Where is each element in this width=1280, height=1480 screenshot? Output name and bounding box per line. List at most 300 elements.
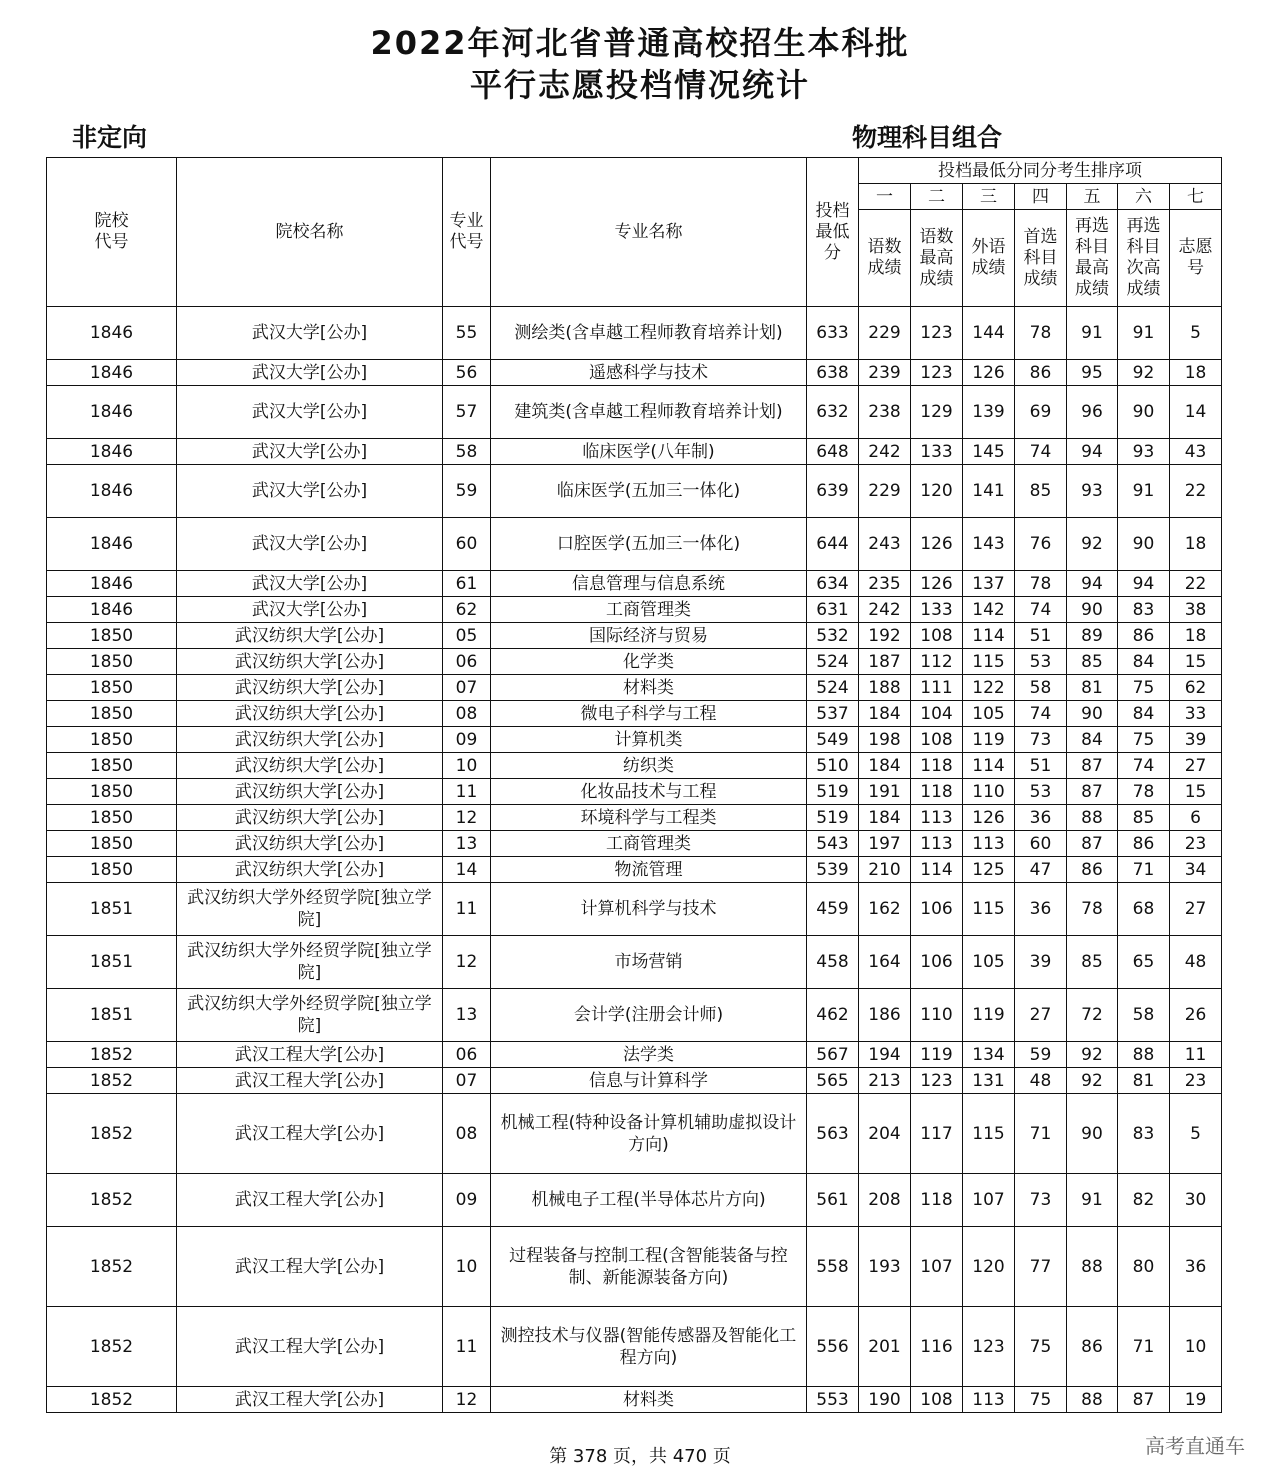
rank4-cell: 74: [1015, 597, 1067, 623]
rank4-cell: 58: [1015, 675, 1067, 701]
school-name-cell: 武汉工程大学[公办]: [177, 1068, 443, 1094]
school-name-cell: 武汉纺织大学[公办]: [177, 623, 443, 649]
major-name-cell: 法学类: [491, 1042, 807, 1068]
min-score-cell: 638: [807, 360, 859, 386]
table-row: [47, 727, 1222, 753]
school-name-cell: 武汉纺织大学[公办]: [177, 831, 443, 857]
rank1-cell: 197: [859, 831, 911, 857]
rank4-cell: 27: [1015, 989, 1067, 1042]
major-name-cell: 临床医学(五加三一体化): [491, 465, 807, 518]
school-name-cell: 武汉大学[公办]: [177, 439, 443, 465]
header-rank-label: 再选科目最高成绩: [1067, 210, 1118, 307]
table-row: [47, 701, 1222, 727]
table-row: [47, 753, 1222, 779]
major-name-cell: 遥感科学与技术: [491, 360, 807, 386]
rank6-cell: 58: [1118, 989, 1170, 1042]
major-name-cell: 市场营销: [491, 936, 807, 989]
rank5-cell: 90: [1067, 1094, 1118, 1174]
rank4-cell: 74: [1015, 701, 1067, 727]
rank2-cell: 133: [911, 439, 963, 465]
rank3-cell: 113: [963, 1387, 1015, 1413]
subject-combo-label: 物理科目组合: [852, 123, 1003, 152]
major-code-cell: 12: [443, 805, 491, 831]
rank3-cell: 122: [963, 675, 1015, 701]
rank3-cell: 144: [963, 307, 1015, 360]
rank3-cell: 114: [963, 623, 1015, 649]
school-name-cell: 武汉大学[公办]: [177, 360, 443, 386]
rank4-cell: 73: [1015, 1174, 1067, 1227]
rank7-cell: 10: [1170, 1307, 1222, 1387]
rank7-cell: 33: [1170, 701, 1222, 727]
rank7-cell: 22: [1170, 571, 1222, 597]
header-rank-number: 四: [1015, 184, 1067, 210]
major-name-cell: 材料类: [491, 675, 807, 701]
rank5-cell: 86: [1067, 1307, 1118, 1387]
major-code-cell: 14: [443, 857, 491, 883]
rank6-cell: 85: [1118, 805, 1170, 831]
table-row: [47, 571, 1222, 597]
major-code-cell: 12: [443, 1387, 491, 1413]
rank6-cell: 74: [1118, 753, 1170, 779]
major-name-cell: 微电子科学与工程: [491, 701, 807, 727]
school-name-cell: 武汉工程大学[公办]: [177, 1174, 443, 1227]
rank7-cell: 43: [1170, 439, 1222, 465]
table-row: [47, 857, 1222, 883]
rank5-cell: 92: [1067, 1042, 1118, 1068]
rank3-cell: 115: [963, 1094, 1015, 1174]
major-code-cell: 09: [443, 727, 491, 753]
rank4-cell: 71: [1015, 1094, 1067, 1174]
min-score-cell: 563: [807, 1094, 859, 1174]
rank4-cell: 86: [1015, 360, 1067, 386]
rank6-cell: 82: [1118, 1174, 1170, 1227]
rank7-cell: 15: [1170, 779, 1222, 805]
rank1-cell: 242: [859, 439, 911, 465]
min-score-cell: 549: [807, 727, 859, 753]
rank1-cell: 242: [859, 597, 911, 623]
rank7-cell: 5: [1170, 307, 1222, 360]
min-score-cell: 567: [807, 1042, 859, 1068]
school-name-cell: 武汉纺织大学[公办]: [177, 779, 443, 805]
rank4-cell: 76: [1015, 518, 1067, 571]
table-row: [47, 597, 1222, 623]
school-code-cell: 1850: [47, 649, 177, 675]
major-name-cell: 建筑类(含卓越工程师教育培养计划): [491, 386, 807, 439]
rank1-cell: 204: [859, 1094, 911, 1174]
school-name-cell: 武汉纺织大学[公办]: [177, 649, 443, 675]
page-footer: 第 378 页，共 470 页: [549, 1446, 731, 1467]
school-code-cell: 1852: [47, 1227, 177, 1307]
school-name-cell: 武汉纺织大学[公办]: [177, 857, 443, 883]
min-score-cell: 524: [807, 649, 859, 675]
header-rank-label: 首选科目成绩: [1015, 210, 1067, 307]
major-name-cell: 信息管理与信息系统: [491, 571, 807, 597]
rank1-cell: 190: [859, 1387, 911, 1413]
min-score-cell: 539: [807, 857, 859, 883]
rank5-cell: 94: [1067, 571, 1118, 597]
major-name-cell: 机械工程(特种设备计算机辅助虚拟设计方向): [491, 1094, 807, 1174]
rank4-cell: 69: [1015, 386, 1067, 439]
rank5-cell: 88: [1067, 805, 1118, 831]
min-score-cell: 634: [807, 571, 859, 597]
rank2-cell: 118: [911, 1174, 963, 1227]
major-code-cell: 09: [443, 1174, 491, 1227]
rank6-cell: 90: [1118, 386, 1170, 439]
rank2-cell: 119: [911, 1042, 963, 1068]
rank5-cell: 78: [1067, 883, 1118, 936]
rank4-cell: 77: [1015, 1227, 1067, 1307]
header-rank-label: 志愿号: [1170, 210, 1222, 307]
rank2-cell: 110: [911, 989, 963, 1042]
rank3-cell: 141: [963, 465, 1015, 518]
admission-table: [46, 157, 1222, 1413]
rank6-cell: 75: [1118, 727, 1170, 753]
min-score-cell: 644: [807, 518, 859, 571]
rank4-cell: 75: [1015, 1387, 1067, 1413]
rank1-cell: 210: [859, 857, 911, 883]
rank4-cell: 36: [1015, 805, 1067, 831]
major-code-cell: 08: [443, 701, 491, 727]
rank6-cell: 94: [1118, 571, 1170, 597]
min-score-cell: 633: [807, 307, 859, 360]
school-name-cell: 武汉大学[公办]: [177, 518, 443, 571]
major-code-cell: 07: [443, 675, 491, 701]
rank6-cell: 92: [1118, 360, 1170, 386]
school-code-cell: 1850: [47, 753, 177, 779]
rank2-cell: 118: [911, 779, 963, 805]
watermark: 高考直通车: [1145, 1434, 1245, 1458]
rank2-cell: 123: [911, 307, 963, 360]
rank3-cell: 105: [963, 701, 1015, 727]
major-code-cell: 10: [443, 1227, 491, 1307]
rank3-cell: 123: [963, 1307, 1015, 1387]
min-score-cell: 543: [807, 831, 859, 857]
rank1-cell: 164: [859, 936, 911, 989]
rank6-cell: 90: [1118, 518, 1170, 571]
rank7-cell: 18: [1170, 623, 1222, 649]
table-row: [47, 779, 1222, 805]
rank3-cell: 126: [963, 360, 1015, 386]
school-code-cell: 1852: [47, 1174, 177, 1227]
rank4-cell: 75: [1015, 1307, 1067, 1387]
rank6-cell: 80: [1118, 1227, 1170, 1307]
rank5-cell: 85: [1067, 649, 1118, 675]
rank6-cell: 91: [1118, 307, 1170, 360]
rank2-cell: 112: [911, 649, 963, 675]
rank3-cell: 125: [963, 857, 1015, 883]
rank5-cell: 96: [1067, 386, 1118, 439]
table-row: [47, 1042, 1222, 1068]
rank3-cell: 115: [963, 649, 1015, 675]
min-score-cell: 553: [807, 1387, 859, 1413]
rank2-cell: 107: [911, 1227, 963, 1307]
school-code-cell: 1851: [47, 883, 177, 936]
rank1-cell: 213: [859, 1068, 911, 1094]
rank4-cell: 59: [1015, 1042, 1067, 1068]
school-code-cell: 1846: [47, 360, 177, 386]
rank1-cell: 235: [859, 571, 911, 597]
rank2-cell: 108: [911, 623, 963, 649]
document-title-line1: 2022年河北省普通高校招生本科批: [370, 24, 910, 62]
rank3-cell: 105: [963, 936, 1015, 989]
rank1-cell: 184: [859, 753, 911, 779]
rank4-cell: 47: [1015, 857, 1067, 883]
school-name-cell: 武汉纺织大学外经贸学院[独立学院]: [177, 989, 443, 1042]
rank7-cell: 62: [1170, 675, 1222, 701]
rank3-cell: 137: [963, 571, 1015, 597]
rank7-cell: 14: [1170, 386, 1222, 439]
rank5-cell: 87: [1067, 753, 1118, 779]
rank1-cell: 187: [859, 649, 911, 675]
school-code-cell: 1852: [47, 1042, 177, 1068]
rank3-cell: 120: [963, 1227, 1015, 1307]
rank7-cell: 23: [1170, 1068, 1222, 1094]
rank2-cell: 104: [911, 701, 963, 727]
school-name-cell: 武汉纺织大学[公办]: [177, 753, 443, 779]
rank1-cell: 191: [859, 779, 911, 805]
school-name-cell: 武汉纺织大学[公办]: [177, 727, 443, 753]
rank5-cell: 87: [1067, 831, 1118, 857]
table-row: [47, 936, 1222, 989]
rank7-cell: 18: [1170, 360, 1222, 386]
min-score-cell: 532: [807, 623, 859, 649]
rank5-cell: 88: [1067, 1387, 1118, 1413]
rank3-cell: 131: [963, 1068, 1015, 1094]
rank4-cell: 74: [1015, 439, 1067, 465]
header-rank-label: 语数最高成绩: [911, 210, 963, 307]
major-code-cell: 62: [443, 597, 491, 623]
major-name-cell: 机械电子工程(半导体芯片方向): [491, 1174, 807, 1227]
major-name-cell: 工商管理类: [491, 831, 807, 857]
header-rank-number: 三: [963, 184, 1015, 210]
major-name-cell: 材料类: [491, 1387, 807, 1413]
min-score-cell: 556: [807, 1307, 859, 1387]
major-code-cell: 13: [443, 989, 491, 1042]
rank1-cell: 198: [859, 727, 911, 753]
min-score-cell: 565: [807, 1068, 859, 1094]
rank7-cell: 38: [1170, 597, 1222, 623]
major-code-cell: 56: [443, 360, 491, 386]
min-score-cell: 561: [807, 1174, 859, 1227]
rank5-cell: 91: [1067, 307, 1118, 360]
major-name-cell: 测绘类(含卓越工程师教育培养计划): [491, 307, 807, 360]
rank6-cell: 78: [1118, 779, 1170, 805]
major-name-cell: 计算机科学与技术: [491, 883, 807, 936]
rank4-cell: 73: [1015, 727, 1067, 753]
major-name-cell: 测控技术与仪器(智能传感器及智能化工程方向): [491, 1307, 807, 1387]
rank3-cell: 115: [963, 883, 1015, 936]
rank3-cell: 145: [963, 439, 1015, 465]
rank1-cell: 229: [859, 307, 911, 360]
rank5-cell: 87: [1067, 779, 1118, 805]
school-code-cell: 1846: [47, 597, 177, 623]
rank2-cell: 106: [911, 883, 963, 936]
header-rank-label: 外语成绩: [963, 210, 1015, 307]
rank4-cell: 53: [1015, 649, 1067, 675]
rank7-cell: 27: [1170, 883, 1222, 936]
min-score-cell: 537: [807, 701, 859, 727]
rank7-cell: 26: [1170, 989, 1222, 1042]
rank6-cell: 87: [1118, 1387, 1170, 1413]
major-code-cell: 11: [443, 779, 491, 805]
min-score-cell: 510: [807, 753, 859, 779]
school-code-cell: 1846: [47, 386, 177, 439]
table-row: [47, 623, 1222, 649]
major-name-cell: 过程装备与控制工程(含智能装备与控制、新能源装备方向): [491, 1227, 807, 1307]
rank3-cell: 113: [963, 831, 1015, 857]
school-code-cell: 1852: [47, 1094, 177, 1174]
major-name-cell: 会计学(注册会计师): [491, 989, 807, 1042]
table-row: [47, 1227, 1222, 1307]
rank3-cell: 142: [963, 597, 1015, 623]
school-name-cell: 武汉大学[公办]: [177, 571, 443, 597]
rank3-cell: 119: [963, 989, 1015, 1042]
document-title-line2: 平行志愿投档情况统计: [469, 66, 810, 104]
school-code-cell: 1852: [47, 1387, 177, 1413]
table-row: [47, 439, 1222, 465]
major-name-cell: 国际经济与贸易: [491, 623, 807, 649]
major-code-cell: 59: [443, 465, 491, 518]
rank2-cell: 123: [911, 1068, 963, 1094]
rank3-cell: 114: [963, 753, 1015, 779]
rank3-cell: 139: [963, 386, 1015, 439]
table-row: [47, 1174, 1222, 1227]
major-code-cell: 55: [443, 307, 491, 360]
rank6-cell: 68: [1118, 883, 1170, 936]
header-rank-number: 二: [911, 184, 963, 210]
rank2-cell: 126: [911, 518, 963, 571]
major-code-cell: 11: [443, 1307, 491, 1387]
major-code-cell: 08: [443, 1094, 491, 1174]
rank2-cell: 111: [911, 675, 963, 701]
header-rank-group: 投档最低分同分考生排序项: [859, 158, 1222, 184]
rank2-cell: 108: [911, 1387, 963, 1413]
rank2-cell: 113: [911, 805, 963, 831]
school-code-cell: 1850: [47, 675, 177, 701]
min-score-cell: 459: [807, 883, 859, 936]
rank5-cell: 85: [1067, 936, 1118, 989]
major-code-cell: 12: [443, 936, 491, 989]
header-rank-number: 一: [859, 184, 911, 210]
table-row: [47, 805, 1222, 831]
rank4-cell: 39: [1015, 936, 1067, 989]
rank6-cell: 86: [1118, 623, 1170, 649]
rank4-cell: 48: [1015, 1068, 1067, 1094]
table-row: [47, 1094, 1222, 1174]
rank6-cell: 65: [1118, 936, 1170, 989]
rank2-cell: 123: [911, 360, 963, 386]
school-name-cell: 武汉工程大学[公办]: [177, 1307, 443, 1387]
category-label: 非定向: [72, 123, 148, 152]
rank1-cell: 193: [859, 1227, 911, 1307]
major-code-cell: 11: [443, 883, 491, 936]
rank4-cell: 78: [1015, 307, 1067, 360]
rank6-cell: 84: [1118, 701, 1170, 727]
rank4-cell: 85: [1015, 465, 1067, 518]
min-score-cell: 524: [807, 675, 859, 701]
rank5-cell: 94: [1067, 439, 1118, 465]
rank5-cell: 95: [1067, 360, 1118, 386]
rank3-cell: 119: [963, 727, 1015, 753]
min-score-cell: 639: [807, 465, 859, 518]
school-code-cell: 1850: [47, 805, 177, 831]
header-min-score: 投档最低分: [807, 158, 859, 307]
rank1-cell: 184: [859, 805, 911, 831]
min-score-cell: 519: [807, 805, 859, 831]
school-name-cell: 武汉大学[公办]: [177, 386, 443, 439]
school-name-cell: 武汉纺织大学[公办]: [177, 805, 443, 831]
major-code-cell: 05: [443, 623, 491, 649]
rank7-cell: 30: [1170, 1174, 1222, 1227]
rank6-cell: 93: [1118, 439, 1170, 465]
rank4-cell: 36: [1015, 883, 1067, 936]
header-rank-label: 再选科目次高成绩: [1118, 210, 1170, 307]
rank5-cell: 90: [1067, 597, 1118, 623]
rank2-cell: 118: [911, 753, 963, 779]
min-score-cell: 462: [807, 989, 859, 1042]
rank2-cell: 129: [911, 386, 963, 439]
rank5-cell: 84: [1067, 727, 1118, 753]
school-code-cell: 1850: [47, 779, 177, 805]
rank7-cell: 23: [1170, 831, 1222, 857]
school-code-cell: 1852: [47, 1307, 177, 1387]
rank3-cell: 107: [963, 1174, 1015, 1227]
rank3-cell: 110: [963, 779, 1015, 805]
rank1-cell: 208: [859, 1174, 911, 1227]
rank5-cell: 90: [1067, 701, 1118, 727]
rank7-cell: 6: [1170, 805, 1222, 831]
school-code-cell: 1850: [47, 831, 177, 857]
rank5-cell: 89: [1067, 623, 1118, 649]
rank1-cell: 188: [859, 675, 911, 701]
major-code-cell: 58: [443, 439, 491, 465]
rank4-cell: 53: [1015, 779, 1067, 805]
min-score-cell: 558: [807, 1227, 859, 1307]
rank5-cell: 91: [1067, 1174, 1118, 1227]
table-row: [47, 465, 1222, 518]
school-code-cell: 1851: [47, 936, 177, 989]
school-code-cell: 1852: [47, 1068, 177, 1094]
school-name-cell: 武汉大学[公办]: [177, 597, 443, 623]
major-code-cell: 06: [443, 649, 491, 675]
rank6-cell: 86: [1118, 831, 1170, 857]
school-code-cell: 1850: [47, 701, 177, 727]
school-name-cell: 武汉纺织大学外经贸学院[独立学院]: [177, 936, 443, 989]
table-row: [47, 831, 1222, 857]
school-name-cell: 武汉工程大学[公办]: [177, 1094, 443, 1174]
school-code-cell: 1846: [47, 307, 177, 360]
rank2-cell: 133: [911, 597, 963, 623]
school-name-cell: 武汉纺织大学[公办]: [177, 701, 443, 727]
rank6-cell: 75: [1118, 675, 1170, 701]
table-row: [47, 1307, 1222, 1387]
major-code-cell: 60: [443, 518, 491, 571]
rank6-cell: 71: [1118, 857, 1170, 883]
school-code-cell: 1846: [47, 571, 177, 597]
table-row: [47, 989, 1222, 1042]
major-name-cell: 化妆品技术与工程: [491, 779, 807, 805]
rank7-cell: 5: [1170, 1094, 1222, 1174]
rank2-cell: 106: [911, 936, 963, 989]
major-code-cell: 06: [443, 1042, 491, 1068]
rank6-cell: 88: [1118, 1042, 1170, 1068]
rank4-cell: 51: [1015, 623, 1067, 649]
table-row: [47, 1387, 1222, 1413]
major-code-cell: 57: [443, 386, 491, 439]
rank7-cell: 27: [1170, 753, 1222, 779]
major-name-cell: 口腔医学(五加三一体化): [491, 518, 807, 571]
table-row: [47, 307, 1222, 360]
